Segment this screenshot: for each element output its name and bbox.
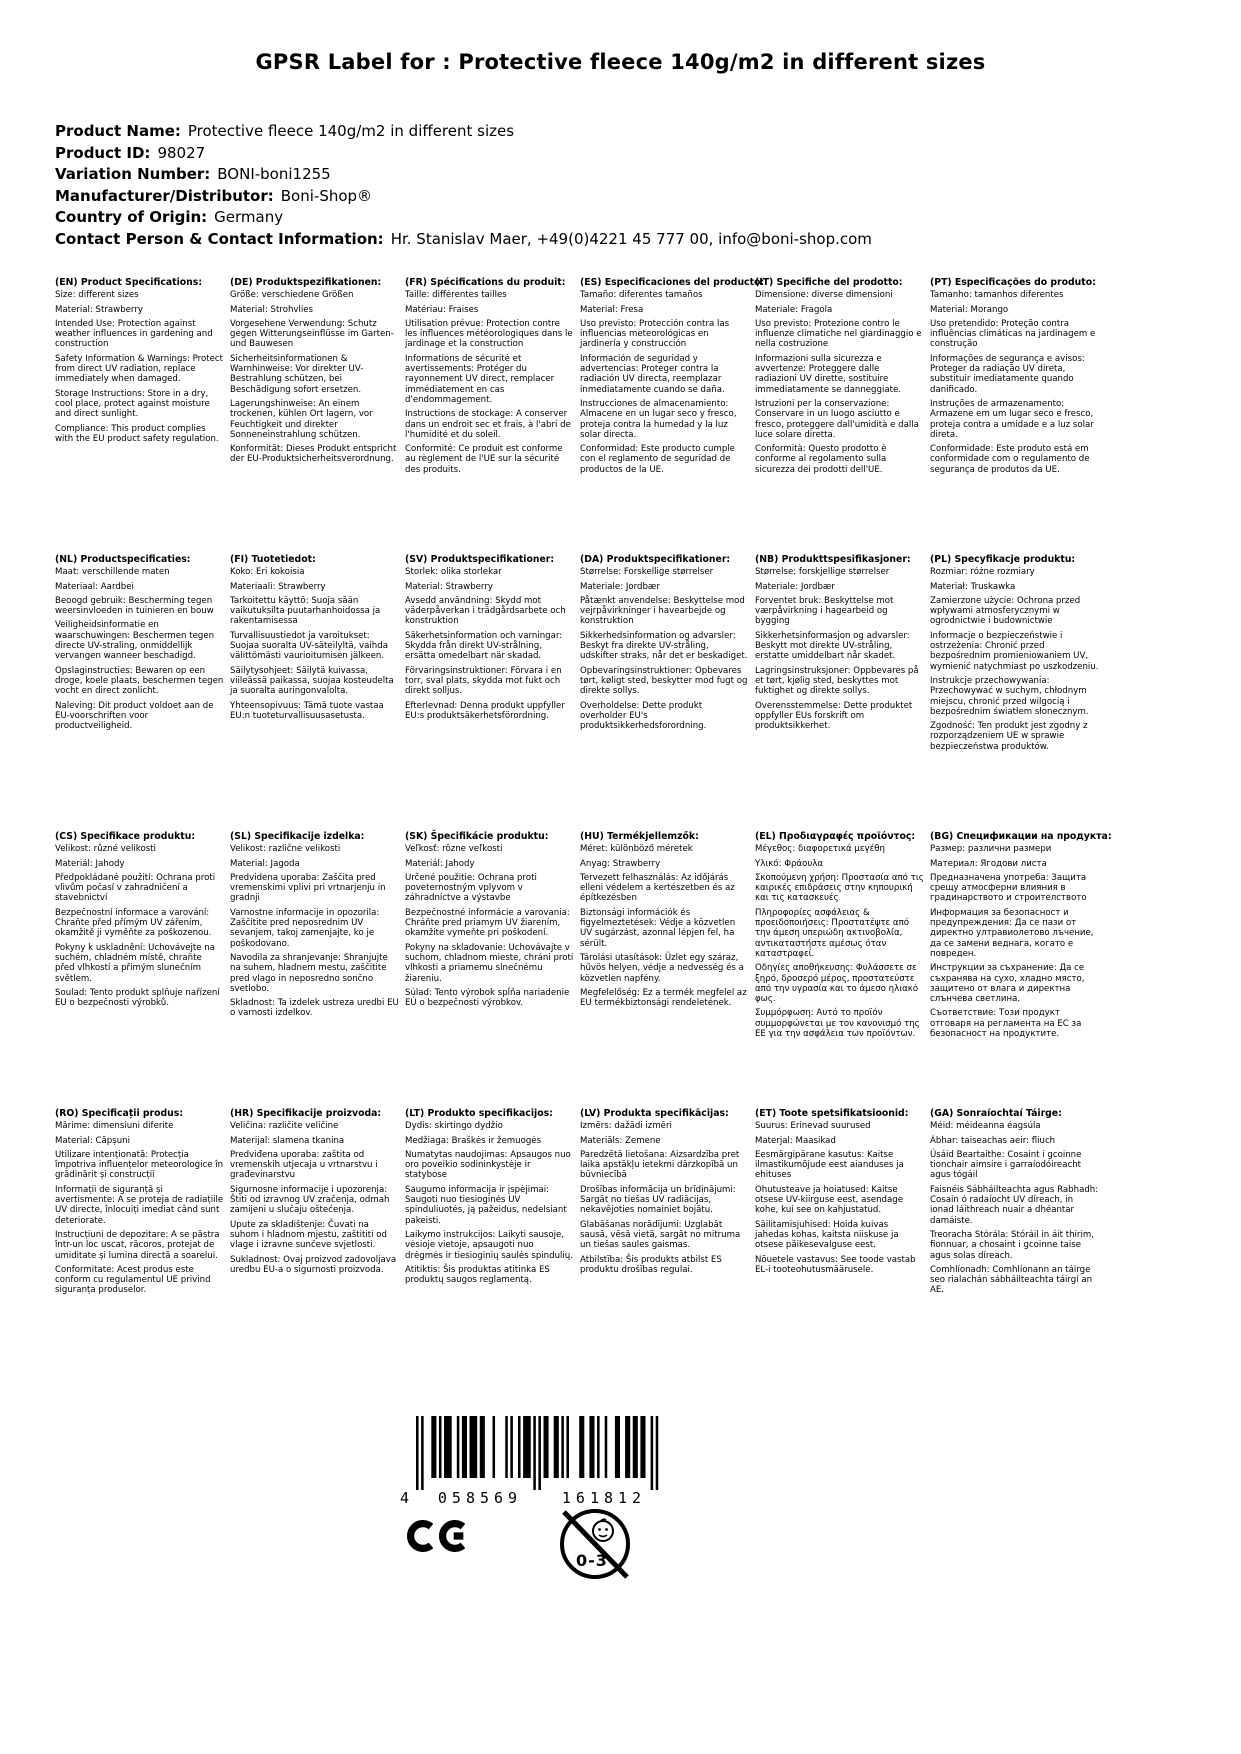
spec-paragraph: Forventet bruk: Beskyttelse mot værpåvirkning i hagearbeid og bygging (755, 595, 894, 627)
spec-paragraph: Méid: méideanna éagsúla (930, 1121, 1041, 1132)
spec-paragraph: Материал: Ягодови листа (930, 858, 1047, 869)
spec-block-it (755, 278, 924, 555)
spec-block-title: (NB) Produkttspesifikasjoner: (755, 554, 911, 565)
spec-paragraph: Υλικό: Φράουλα (755, 858, 824, 869)
spec-paragraph: Instructions de stockage: A conserver dans un endroit sec et frais, à l'abri de l'humidité et du soleil. (405, 409, 571, 440)
spec-paragraph: Säilytysohjeet: Säilytä kuivassa, viileässä paikassa, suojaa kosteudelta ja suoralta auringonvalolta. (230, 665, 394, 697)
spec-paragraph: Materiale: Fragola (755, 304, 833, 315)
ce-mark-icon (406, 1516, 476, 1556)
spec-block-lv (580, 1109, 749, 1386)
spec-paragraph: Turvallisuustiedot ja varoitukset: Suojaa suoralta UV-säteilyltä, vaihda välittömästi vaurioitumisen jälkeen. (230, 630, 388, 662)
spec-paragraph: Sukladnost: Ovaj proizvod zadovoljava uredbu EU-a o sigurnosti proizvoda. (230, 1254, 397, 1275)
spec-block-title: (BG) Спецификации на продукта: (930, 831, 1112, 842)
spec-paragraph: Bezpečnostní informace a varování: Chraňte před přímým UV zářením, okamžitě ji vyměňte za poškozenou. (55, 907, 212, 939)
spec-paragraph: Размер: различни размери (930, 844, 1052, 855)
spec-paragraph: Avsedd användning: Skydd mot väderpåverkan i trädgårdsarbete och konstruktion (405, 595, 566, 627)
spec-paragraph: Storage Instructions: Store in a dry, cool place, protect against moisture and direct sunlight. (55, 388, 210, 420)
spec-paragraph: Overensstemmelse: Dette produktet oppfyller EUs forskrift om produktsikkerhet. (755, 700, 913, 732)
spec-block-title: (HU) Termékjellemzők: (580, 831, 699, 842)
spec-block-title: (SL) Specifikacije izdelka: (230, 831, 365, 842)
spec-paragraph: Safety Information & Warnings: Protect from direct UV radiation, replace immediately when damaged. (55, 353, 223, 385)
field-label: Variation Number: (55, 165, 211, 183)
spec-paragraph: Skladnost: Ta izdelek ustreza uredbi EU o varnosti izdelkov. (230, 998, 399, 1019)
spec-paragraph: Predvidena uporaba: Zaščita pred vremenskimi vplivi pri vrtnarjenju in gradnji (230, 872, 386, 904)
spec-paragraph: Предназначена употреба: Защита срещу атмосферни влияния в градинарството и строителството (930, 872, 1087, 904)
spec-block-da (580, 555, 749, 832)
spec-paragraph: Informații de siguranță și avertismente: A se proteja de radiațiile UV directe, înlocuiți imediat când sunt deteriorate. (55, 1184, 224, 1226)
spec-block-title: (DE) Produktspezifikationen: (230, 277, 382, 288)
spec-block-title: (HR) Specifikacije proizvoda: (230, 1108, 382, 1119)
spec-paragraph: Bezpečnostné informácie a varovania: Chráňte pred priamym UV žiarením, okamžite vymeňte pri poškodení. (405, 907, 570, 939)
spec-paragraph: Eesmärgipärane kasutus: Kaitse ilmastikumõjude eest aianduses ja ehituses (755, 1149, 904, 1181)
spec-block-bg (930, 831, 1112, 1109)
spec-paragraph: Conformità: Questo prodotto è conforme al regolamento sulla sicurezza dei prodotti dell'UE. (755, 444, 887, 475)
spec-paragraph: Glabāšanas norādījumi: Uzglabāt sausā, vēsā vietā, sargāt no mitruma un tiešas saules gaismas. (580, 1219, 741, 1251)
spec-paragraph: Sigurnosne informacije i upozorenja: Štiti od izravnog UV zračenja, odmah zamijeni u slučaju oštećenja. (230, 1184, 390, 1216)
field-value: Hr. Stanislav Maer, +49(0)4221 45 777 00, info@boni-shop.com (390, 229, 872, 248)
spec-block-sv (405, 555, 574, 832)
spec-block-title: (RO) Specificații produs: (55, 1108, 184, 1119)
spec-paragraph: Medžiaga: Braškės ir žemuogės (405, 1135, 542, 1146)
spec-paragraph: Lagerungshinweise: An einem trockenen, kühlen Ort lagern, vor Feuchtigkeit und direkter Sonneneinstrahlung schützen. (230, 398, 373, 440)
spec-paragraph: Comhlíonadh: Comhlíonann an táirge seo rialachán sábháilteachta táirgí an AE. (930, 1264, 1093, 1296)
spec-paragraph: Materijal: slamena tkanina (230, 1135, 345, 1146)
spec-paragraph: Beoogd gebruik: Bescherming tegen weersinvloeden in tuinieren en bouw (55, 595, 214, 617)
field-label: Contact Person & Contact Information: (55, 229, 384, 248)
spec-paragraph: Konformität: Dieses Produkt entspricht der EU-Produktsicherheitsverordnung. (230, 444, 397, 465)
spec-block-fi (230, 555, 399, 832)
spec-block-title: (ET) Toote spetsifikatsioonid: (755, 1108, 909, 1119)
spec-paragraph: Určené použitie: Ochrana proti poveternostným vplyvom v záhradníctve a výstavbe (405, 872, 537, 904)
spec-block-title: (CS) Specifikace produktu: (55, 831, 196, 842)
spec-paragraph: Συμμόρφωση: Αυτό το προϊόν συμμορφώνεται με τον κανονισμό της ΕΕ για την ασφάλεια των προϊόντων. (755, 1008, 920, 1040)
spec-paragraph: Ohutusteave ja hoiatused: Kaitse otsese UV-kiirguse eest, asendage kohe, kui see on kahjustatud. (755, 1184, 904, 1216)
spec-paragraph: Tervezett felhasználás: Az időjárás elleni védelem a kertészetben és az építkezésben (580, 872, 735, 904)
spec-paragraph: Съответствие: Този продукт отговаря на регламента на ЕС за безопасност на продуктите. (930, 1008, 1082, 1040)
spec-paragraph: Maat: verschillende maten (55, 567, 170, 578)
spec-paragraph: Material: Fresa (580, 304, 644, 315)
product-field-row (55, 207, 872, 229)
spec-paragraph: Velikost: různé velikosti (55, 844, 156, 855)
spec-block-ga (930, 1109, 1099, 1386)
spec-block-title: (PL) Specyfikacje produktu: (930, 554, 1076, 565)
spec-paragraph: Veličina: različite veličine (230, 1121, 339, 1132)
field-label: Product ID: (55, 143, 151, 162)
spec-paragraph: Velikost: različne velikosti (230, 844, 341, 855)
spec-paragraph: Instruções de armazenamento: Armazene em um lugar seco e fresco, proteja contra a umidade e a luz solar direta. (930, 398, 1094, 440)
spec-block-fr (405, 278, 574, 555)
spec-paragraph: Materiale: Jordbær (580, 581, 660, 592)
spec-block-title: (ES) Especificaciones del producto: (580, 277, 765, 288)
spec-paragraph: Størrelse: forskjellige størrelser (755, 567, 890, 578)
spec-block-cs (55, 832, 224, 1109)
spec-block-title: (SK) Špecifikácie produktu: (405, 831, 549, 842)
spec-paragraph: Anyag: Strawberry (580, 858, 661, 869)
ean-group2: 161812 (561, 1489, 647, 1507)
spec-paragraph: Mărime: dimensiuni diferite (55, 1121, 174, 1132)
product-field-row (55, 143, 872, 165)
product-info-section (55, 121, 872, 250)
spec-block-nb (755, 555, 924, 832)
product-field-row (55, 186, 872, 208)
spec-block-en (55, 278, 224, 555)
spec-paragraph: Σκοπούμενη χρήση: Προστασία από τις καιρικές επιδράσεις στην κηπουρική και τις κατασκευές (755, 872, 924, 904)
spec-paragraph: Påtænkt anvendelse: Beskyttelse mod vejrpåvirkninger i havearbejde og konstruktion (580, 595, 745, 627)
spec-paragraph: Dimensione: diverse dimensioni (755, 290, 893, 301)
spec-block-title: (EL) Προδιαγραφές προϊόντος: (755, 831, 916, 842)
spec-paragraph: Matériau: Fraises (405, 304, 479, 315)
spec-paragraph: Naleving: Dit product voldoet aan de EU-voorschriften voor productveiligheid. (55, 700, 214, 732)
spec-block-sk (405, 832, 574, 1109)
spec-paragraph: Zamierzone użycie: Ochrona przed wpływami atmosferycznymi w ogrodnictwie i budownictwie (930, 595, 1081, 627)
spec-block-title: (DA) Produktspecifikationer: (580, 554, 731, 565)
spec-paragraph: Informacje o bezpieczeństwie i ostrzeżenia: Chronić przed bezpośrednim promieniowaniem UV, wymienić natychmiast po uszkodzeniu. (930, 630, 1099, 672)
spec-paragraph: Materiál: Jahody (55, 858, 125, 869)
spec-block-es (580, 277, 765, 555)
spec-paragraph: Size: different sizes (55, 290, 139, 301)
spec-paragraph: Saugumo informacija ir įspėjimai: Saugoti nuo tiesioginės UV spinduliuotės, ją pažeidus, nedelsiant pakeisti. (405, 1184, 567, 1226)
spec-paragraph: Conformitate: Acest produs este conform cu regulamentul UE privind siguranța produselor. (55, 1264, 211, 1296)
spec-paragraph: Lagringsinstruksjoner: Oppbevares på et tørt, kjølig sted, beskyttes mot fuktighet og direkte sollys. (755, 665, 919, 697)
barcode-bars (416, 1416, 658, 1490)
spec-paragraph: Compliance: This product complies with the EU product safety regulation. (55, 423, 219, 444)
spec-paragraph: Säilitamisjuhised: Hoida kuivas jahedas kohas, kaitsta niiskuse ja otsese päikesevalguse eest. (755, 1219, 899, 1251)
spec-paragraph: Instrukcje przechowywania: Przechowywać w suchym, chłodnym miejscu, chronić przed wilgocią i bezpośrednim światłem słonecznym. (930, 675, 1089, 717)
spec-paragraph: Overholdelse: Dette produkt overholder EU's produktsikkerhedsforordning. (580, 700, 707, 732)
spec-paragraph: Atitiktis: Šis produktas atitinka ES produktų saugos reglamentą. (405, 1264, 550, 1286)
spec-paragraph: Numatytas naudojimas: Apsaugos nuo oro poveikio sodininkystėje ir statybose (405, 1149, 571, 1181)
spec-paragraph: Opbevaringsinstruktioner: Opbevares tørt, køligt sted, beskytter mod fugt og direkte sollys. (580, 665, 748, 697)
ean-group1: 058569 (437, 1489, 523, 1507)
field-value: Germany (214, 208, 284, 226)
spec-paragraph: Materiaal: Aardbei (55, 581, 134, 592)
spec-paragraph: Säkerhetsinformation och varningar: Skydda från direkt UV-strålning, ersätta omedelbart när skadad. (405, 630, 563, 662)
spec-paragraph: Utilizare intenționată: Protecția împotriva influențelor meteorologice în grădinărit și construcții (55, 1149, 224, 1181)
spec-paragraph: Informations de sécurité et avertissements: Protéger du rayonnement UV direct, remplacer immédiatement en cas d'endommagement. (405, 353, 555, 405)
spec-paragraph: Veľkosť: rôzne veľkosti (405, 844, 503, 855)
spec-paragraph: Treoracha Stórála: Stóráil in áit thirim, fionnuar, a chosaint i gcoinne taise agus solas díreach. (930, 1229, 1094, 1261)
spec-paragraph: Οδηγίες αποθήκευσης: Φυλάσσετε σε ξηρό, δροσερό μέρος, προστατεύστε από την υγρασία και το άμεσο ηλιακό φως. (755, 963, 919, 1005)
spec-paragraph: Úsáid Beartaithe: Cosaint i gcoinne tionchair aimsire i garraíodóireacht agus tógáil (930, 1149, 1082, 1181)
spec-paragraph: Πληροφορίες ασφάλειας & προειδοποιήσεις: Προστατέψτε από την άμεση υπεριώδη ακτινοβολία, αντικαταστήστε αμέσως όταν καταστραφεί. (755, 907, 910, 959)
spec-paragraph: Tárolási utasítások: Üzlet egy száraz, hűvös helyen, védje a nedvesség és a közvetlen napfény. (580, 952, 744, 984)
spec-paragraph: Predviđena uporaba: zaštita od vremenskih utjecaja u vrtnarstvu i građevinarstvu (230, 1149, 378, 1181)
spec-paragraph: Größe: verschiedene Größen (230, 290, 354, 301)
spec-paragraph: Izmērs: dažādi izmēri (580, 1121, 672, 1132)
field-value: BONI-boni1255 (217, 165, 331, 183)
spec-paragraph: Nõuetele vastavus: See toode vastab EL-i tooteohutusmäärusele. (755, 1254, 916, 1275)
product-field-row (55, 229, 872, 251)
spec-paragraph: Tamaño: diferentes tamaños (580, 290, 703, 301)
spec-paragraph: Material: Morango (930, 304, 1009, 315)
spec-block-title: (GA) Sonraíochtaí Táirge: (930, 1108, 1062, 1119)
spec-paragraph: Megfelelőség: Ez a termék megfelel az EU termékbiztonsági rendeletének. (580, 987, 747, 1009)
spec-paragraph: Vorgesehene Verwendung: Schutz gegen Witterungseinflüsse im Garten- und Bauwesen (230, 318, 394, 350)
spec-paragraph: Förvaringsinstruktioner: Förvara i en torr, sval plats, skydda mot fukt och direkt solljus. (405, 665, 562, 697)
spec-paragraph: Storlek: olika storlekar (405, 567, 502, 578)
spec-paragraph: Předpokládané použití: Ochrana proti vlivům počasí v zahradničení a stavebnictví (55, 872, 216, 904)
spec-block-lt (405, 1109, 574, 1386)
spec-paragraph: Upute za skladištenje: Čuvati na suhom i hladnom mjestu, zaštititi od vlage i izravne sunčeve svjetlosti. (230, 1219, 387, 1251)
spec-block-et (755, 1109, 924, 1386)
spec-blocks-grid (55, 278, 1186, 1386)
spec-paragraph: Sicherheitsinformationen & Warnhinweise: Vor direkter UV-Bestrahlung schützen, bei Beschädigung sofort ersetzen. (230, 353, 364, 395)
spec-paragraph: Pokyny na skladovanie: Uchovávajte v suchom, chladnom mieste, chráni proti vlhkosti a priamemu slnečnému žiareniu. (405, 942, 574, 984)
spec-block-ro (55, 1109, 224, 1386)
spec-block-el (755, 832, 924, 1109)
spec-paragraph: Pokyny k uskladnění: Uchovávejte na suchém, chladném místě, chraňte před vlhkostí a přímým slunečním světlem. (55, 942, 215, 984)
spec-paragraph: Yhteensopivuus: Tämä tuote vastaa EU:n tuoteturvallisuusasetusta. (230, 700, 384, 721)
spec-paragraph: Material: Căpșuni (55, 1135, 131, 1146)
spec-paragraph: Material: Jagoda (230, 858, 300, 869)
field-label: Product Name: (55, 122, 181, 140)
spec-paragraph: Conformidade: Este produto está em conformidade com o regulamento de segurança de produtos da UE. (930, 444, 1090, 475)
spec-paragraph: Ábhar: taiseachas aeir: fliuch (930, 1135, 1056, 1146)
spec-block-title: (IT) Specifiche del prodotto: (755, 277, 903, 288)
spec-paragraph: Conformidad: Este producto cumple con el reglamento de seguridad de productos de la UE. (580, 444, 735, 475)
spec-paragraph: Tamanho: tamanhos diferentes (930, 290, 1064, 301)
field-value: Protective fleece 140g/m2 in different sizes (187, 122, 515, 140)
spec-paragraph: Koko: Eri kokoisia (230, 567, 305, 578)
spec-paragraph: Soulad: Tento produkt splňuje nařízení EU o bezpečnosti výrobků. (55, 987, 220, 1009)
spec-block-title: (LV) Produkta specifikācijas: (580, 1108, 729, 1119)
spec-paragraph: Varnostne informacije in opozorila: Zaščitite pred neposrednim UV sevanjem, takoj zamenjajte, ko je poškodovano. (230, 907, 380, 949)
spec-paragraph: Atbilstība: Šis produkts atbilst ES produktu drošības regulai. (580, 1254, 722, 1275)
spec-paragraph: Intended Use: Protection against weather influences in gardening and construction (55, 318, 213, 350)
spec-paragraph: Materiāls: Zemene (580, 1135, 661, 1146)
spec-paragraph: Sikkerhedsinformation og advarsler: Beskyt fra direkte UV-stråling, udskifter straks, når det er beskadiget. (580, 630, 748, 662)
spec-paragraph: Инструкции за съхранение: Да се съхранява на сухо, хладно място, защитено от влага и директна слънчева светлина. (930, 963, 1085, 1005)
spec-paragraph: Materiaali: Strawberry (230, 581, 326, 592)
spec-block-de (230, 278, 399, 555)
spec-block-title: (NL) Productspecificaties: (55, 554, 191, 565)
spec-block-pl (930, 555, 1099, 832)
spec-paragraph: Taille: différentes tailles (405, 290, 507, 301)
spec-paragraph: Suurus: Erinevad suurused (755, 1121, 871, 1132)
spec-paragraph: Efterlevnad: Denna produkt uppfyller EU:s produktsäkerhetsförordning. (405, 700, 565, 721)
spec-paragraph: Størrelse: Forskellige størrelser (580, 567, 714, 578)
spec-paragraph: Materiał: Truskawka (930, 581, 1016, 592)
spec-paragraph: Veiligheidsinformatie en waarschuwingen: Beschermen tegen directe UV-straling, onmiddellijk vervangen wanneer beschadigd. (55, 620, 215, 662)
spec-paragraph: Instrucciones de almacenamiento: Almacene en un lugar seco y fresco, proteja contra la humedad y la luz solar directa. (580, 398, 737, 440)
spec-paragraph: Utilisation prévue: Protection contre les influences météorologiques dans le jardinage et la construction (405, 318, 573, 350)
spec-block-sl (230, 832, 399, 1109)
spec-block-title: (EN) Product Specifications: (55, 277, 203, 288)
spec-paragraph: Conformité: Ce produit est conforme au règlement de l'UE sur la sécurité des produits. (405, 444, 563, 475)
product-field-row (55, 121, 872, 143)
spec-paragraph: Informações de segurança e avisos: Proteger da radiação UV direta, substituir imediatamente quando danificado. (930, 353, 1085, 395)
spec-paragraph: Tarkoitettu käyttö: Suoja sään vaikutuksilta puutarhanhoidossa ja rakentamisessa (230, 595, 381, 627)
spec-paragraph: Material: Strawberry (55, 304, 143, 315)
spec-paragraph: Uso previsto: Protección contra las influencias meteorológicas en jardinería y construcción (580, 318, 730, 350)
spec-paragraph: Materiál: Jahody (405, 858, 475, 869)
spec-block-title: (LT) Produkto specifikacijos: (405, 1108, 553, 1119)
spec-paragraph: Laikymo instrukcijos: Laikyti sausoje, vėsioje vietoje, apsaugoti nuo drėgmės ir tiesioginių saulės spindulių. (405, 1229, 573, 1261)
spec-paragraph: Uso pretendido: Proteção contra influências climáticas na jardinagem e construção (930, 318, 1096, 350)
spec-paragraph: Dydis: skirtingo dydžio (405, 1121, 503, 1132)
spec-paragraph: Biztonsági információk és figyelmeztetések: Védje a közvetlen UV sugárzást, azonnal lépjen fel, ha sérült. (580, 907, 736, 949)
field-value: Boni-Shop® (280, 186, 373, 205)
field-value: 98027 (157, 143, 206, 162)
spec-paragraph: Navodila za shranjevanje: Shranjujte na suhem, hladnem mestu, zaščitite pred vlago in neposredno sončno svetlobo. (230, 952, 388, 994)
spec-block-hu (580, 832, 749, 1109)
spec-paragraph: Информация за безопасност и предупреждения: Да се пази от директно ултравиолетово лъчение, да се замени веднага, когато е повреден. (930, 907, 1094, 959)
spec-paragraph: Μέγεθος: διαφορετικά μεγέθη (755, 844, 885, 855)
spec-block-title: (PT) Especificações do produto: (930, 277, 1096, 288)
spec-block-nl (55, 555, 224, 832)
spec-paragraph: Información de seguridad y advertencias: Proteger contra la radiación UV directa, reemplazar inmediatamente cuando se daña. (580, 353, 725, 395)
spec-paragraph: Uso previsto: Protezione contro le influenze climatiche nel giardinaggio e nella costruzione (755, 318, 922, 350)
spec-block-pt (930, 278, 1099, 555)
spec-paragraph: Materjal: Maasikad (755, 1135, 836, 1146)
spec-block-title: (FI) Tuotetiedot: (230, 554, 316, 565)
spec-paragraph: Opslaginstructies: Bewaren op een droge, koele plaats, beschermen tegen vocht en direct zonlicht. (55, 665, 224, 697)
spec-paragraph: Material: Strohvlies (230, 304, 314, 315)
spec-paragraph: Instrucțiuni de depozitare: A se păstra într-un loc uscat, răcoros, protejat de umiditate și lumina directă a soarelui. (55, 1229, 220, 1261)
spec-paragraph: Paredzētā lietošana: Aizsardzība pret laika apstākļu ietekmi dārzkopībā un būvniecībā (580, 1149, 740, 1181)
spec-paragraph: Súlad: Tento výrobok spĺňa nariadenie EÚ o bezpečnosti výrobkov. (405, 987, 570, 1009)
product-field-row (55, 164, 872, 186)
page-title: GPSR Label for : Protective fleece 140g/m2 in different sizes (255, 50, 986, 74)
spec-block-title: (FR) Spécifications du produit: (405, 277, 566, 288)
spec-block-hr (230, 1109, 399, 1386)
spec-paragraph: Materiale: Jordbær (755, 581, 835, 592)
field-label: Manufacturer/Distributor: (55, 186, 274, 205)
ean13-barcode (392, 1414, 682, 1508)
spec-paragraph: Sikkerhetsinformasjon og advarsler: Beskytt mot direkte UV-stråling, erstatte umiddelbart når skadet. (755, 630, 910, 662)
spec-paragraph: Material: Strawberry (405, 581, 493, 592)
spec-paragraph: Informazioni sulla sicurezza e avvertenze: Proteggere dalle radiazioni UV dirette, sostituire immediatamente se danneggiate. (755, 353, 902, 395)
ean-first-digit: 4 (400, 1489, 410, 1507)
age-warning-icon (556, 1504, 634, 1584)
spec-paragraph: Rozmiar: różne rozmiary (930, 567, 1035, 578)
spec-paragraph: Drošības informācija un brīdinājumi: Sargāt no tiešas UV radiācijas, nekavējoties nomainiet bojātu. (580, 1184, 736, 1216)
spec-paragraph: Faisnéis Sábháilteachta agus Rabhadh: Cosain ó radaíocht UV díreach, in ionad láithreach nuair a dhéantar damáiste. (930, 1184, 1099, 1226)
spec-paragraph: Istruzioni per la conservazione: Conservare in un luogo asciutto e fresco, proteggere dall'umidità e dalla luce solare diretta. (755, 398, 919, 440)
age-warning-label: 0-3 (576, 1551, 608, 1570)
field-label: Country of Origin: (55, 208, 208, 226)
spec-paragraph: Méret: különböző méretek (580, 844, 693, 855)
spec-block-title: (SV) Produktspecifikationer: (405, 554, 555, 565)
spec-paragraph: Zgodność: Ten produkt jest zgodny z rozporządzeniem UE w sprawie bezpieczeństwa produktów. (930, 721, 1088, 752)
